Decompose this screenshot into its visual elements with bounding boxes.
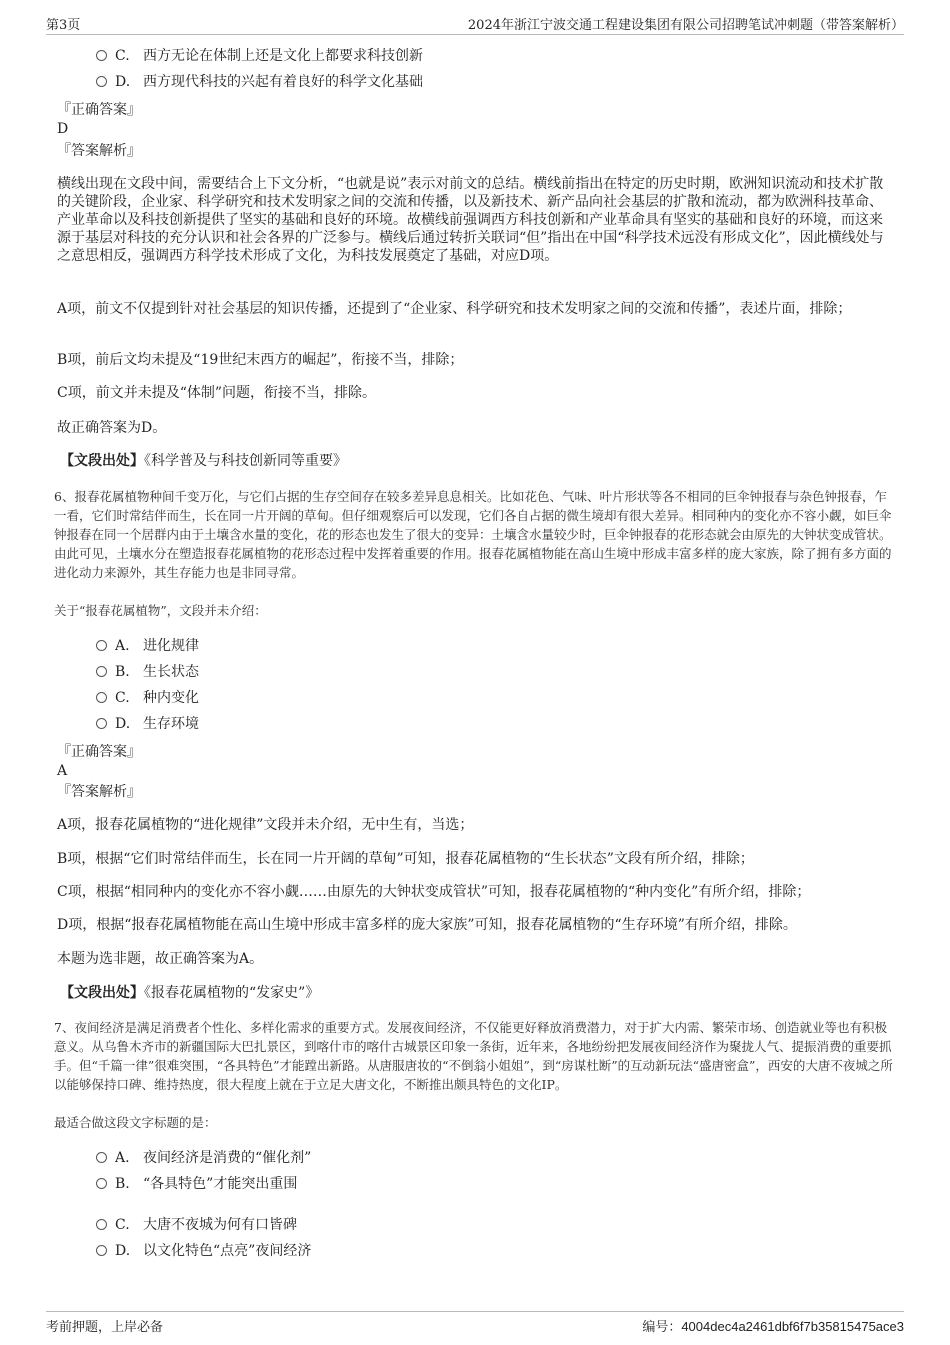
radio-icon[interactable] bbox=[96, 1178, 107, 1189]
q6-conclusion: 本题为选非题，故正确答案为A。 bbox=[57, 951, 264, 967]
radio-icon[interactable] bbox=[96, 666, 107, 677]
q6-source: 【文段出处】《报春花属植物的“发家史”》 bbox=[60, 985, 320, 1001]
q7-option-b[interactable]: B. “各具特色”才能突出重围 bbox=[96, 1174, 297, 1194]
q5-option-c-explanation: C项，前文并未提及“体制”问题，衔接不当，排除。 bbox=[57, 385, 377, 401]
q5-option-a-explanation: A项，前文不仅提到针对社会基层的知识传播，还提到了“企业家、科学研究和技术发明家之间的交流和传播”，表述片面，排除； bbox=[57, 301, 852, 317]
footer-slogan: 考前押题，上岸必备 bbox=[46, 1320, 164, 1335]
radio-icon[interactable] bbox=[96, 1245, 107, 1256]
q7-option-d[interactable]: D. 以文化特色“点亮”夜间经济 bbox=[96, 1241, 311, 1261]
q6-option-d[interactable]: D. 生存环境 bbox=[96, 714, 199, 734]
q7-option-a[interactable]: A. 夜间经济是消费的“催化剂” bbox=[96, 1148, 311, 1168]
q5-option-b-explanation: B项，前后文均未提及“19世纪末西方的崛起”，衔接不当，排除； bbox=[57, 352, 464, 368]
document-code: 编号：4004dec4a2461dbf6f7b35815475ace3 bbox=[642, 1319, 904, 1335]
q6-passage: 6、报春花属植物种间千变万化，与它们占据的生存空间存在较多差异息息相关。比如花色、气味、叶片形状等各不相同的巨伞钟报春与杂色钟报春，乍一看，它们时常结伴而生，长在同一片开阔的草甸。但仔细观察后可以发现，它们各自占据的微生境却有很大差异。相同种内的变化亦不容小觑，如巨伞钟报春在同一个居群内由于土壤含水量的变化，花的形态也发生了很大的变异：土壤含水量较少时，巨伞钟报春的花形态就会由原先的大钟状变成管状。由此可见，土壤水分在塑造报春花属植物的花形态过程中发挥着重要的作用。报春花属植物能在高山生境中形成丰富多样的庞大家族，除了拥有多方面的进化动力来源外，其生存能力也是非同寻常。 bbox=[54, 489, 892, 580]
q5-conclusion: 故正确答案为D。 bbox=[57, 420, 167, 436]
q5-source: 【文段出处】《科学普及与科技创新同等重要》 bbox=[60, 453, 347, 469]
q6-answer-label: 『正确答案』 bbox=[57, 744, 141, 760]
q6-option-c[interactable]: C. 种内变化 bbox=[96, 688, 199, 708]
q6-option-b[interactable]: B. 生长状态 bbox=[96, 662, 199, 682]
q6-question: 关于“报春花属植物”，文段并未介绍： bbox=[54, 603, 267, 618]
q5-analysis-label: 『答案解析』 bbox=[57, 143, 141, 159]
document-title: 2024年浙江宁波交通工程建设集团有限公司招聘笔试冲刺题（带答案解析） bbox=[467, 18, 904, 33]
q6-answer: A bbox=[57, 763, 68, 779]
q6-option-c-explanation: C项，根据“相同种内的变化亦不容小觑……由原先的大钟状变成管状”可知，报春花属植物的“种内变化”有所介绍，排除； bbox=[57, 884, 811, 900]
q5-option-d[interactable]: D. 西方现代科技的兴起有着良好的科学文化基础 bbox=[96, 72, 423, 92]
radio-icon[interactable] bbox=[96, 640, 107, 651]
q6-option-a[interactable]: A. 进化规律 bbox=[96, 636, 199, 656]
q5-analysis-text: 横线出现在文段中间，需要结合上下文分析，“也就是说”表示对前文的总结。横线前指出在特定的历史时期，欧洲知识流动和技术扩散的关键阶段，企业家、科学研究和技术发明家之间的交流和传播，以及新技术、新产品向社会基层的扩散和流动，都为欧洲科技革命、产业革命以及科技创新提供了坚实的基础和良好的环境。故横线前强调西方科技创新和产业革命具有坚实的基础和良好的环境，而这来源于基层对科技的充分认识和社会各界的广泛参与。横线后通过转折关联词“但”指出在中国“科学技术远没有形成文化”，因此横线处与之意思相反，强调西方科学技术形成了文化，为科技发展奠定了基础，对应D项。 bbox=[57, 176, 884, 264]
radio-icon[interactable] bbox=[96, 50, 107, 61]
q7-question: 最适合做这段文字标题的是： bbox=[54, 1115, 217, 1130]
page-header bbox=[46, 14, 904, 35]
q6-option-a-explanation: A项，报春花属植物的“进化规律”文段并未介绍，无中生有，当选； bbox=[57, 817, 474, 833]
q5-answer-label: 『正确答案』 bbox=[57, 102, 141, 118]
q5-answer: D bbox=[57, 121, 69, 137]
q6-analysis-label: 『答案解析』 bbox=[57, 784, 141, 800]
page-footer bbox=[46, 1311, 904, 1337]
radio-icon[interactable] bbox=[96, 718, 107, 729]
q5-option-c[interactable]: C. 西方无论在体制上还是文化上都要求科技创新 bbox=[96, 46, 423, 66]
q6-option-b-explanation: B项，根据“它们时常结伴而生，长在同一片开阔的草甸”可知，报春花属植物的“生长状态”文段有所介绍，排除； bbox=[57, 851, 754, 867]
radio-icon[interactable] bbox=[96, 1219, 107, 1230]
page-number: 第3页 bbox=[46, 18, 81, 33]
q7-option-c[interactable]: C. 大唐不夜城为何有口皆碑 bbox=[96, 1215, 297, 1235]
radio-icon[interactable] bbox=[96, 692, 107, 703]
radio-icon[interactable] bbox=[96, 1152, 107, 1163]
radio-icon[interactable] bbox=[96, 76, 107, 87]
q6-option-d-explanation: D项，根据“报春花属植物能在高山生境中形成丰富多样的庞大家族”可知，报春花属植物的“生存环境”有所介绍，排除。 bbox=[57, 917, 797, 933]
q7-passage: 7、夜间经济是满足消费者个性化、多样化需求的重要方式。发展夜间经济，不仅能更好释放消费潜力，对于扩大内需、繁荣市场、创造就业等也有积极意义。从乌鲁木齐市的新疆国际大巴扎景区，到喀什市的喀什古城景区印象一条街，近年来，各地纷纷把发展夜间经济作为聚拢人气、提振消费的重要抓手。但“千篇一律”很难突围，“各具特色”才能蹚出新路。从唐服唐妆的“不倒翁小姐姐”，到“房谋杜断”的互动新玩法“盛唐密盒”，西安的大唐不夜城之所以能够保持口碑、维持热度，很大程度上就在于立足大唐文化，不断推出颇具特色的文化IP。 bbox=[54, 1020, 893, 1092]
